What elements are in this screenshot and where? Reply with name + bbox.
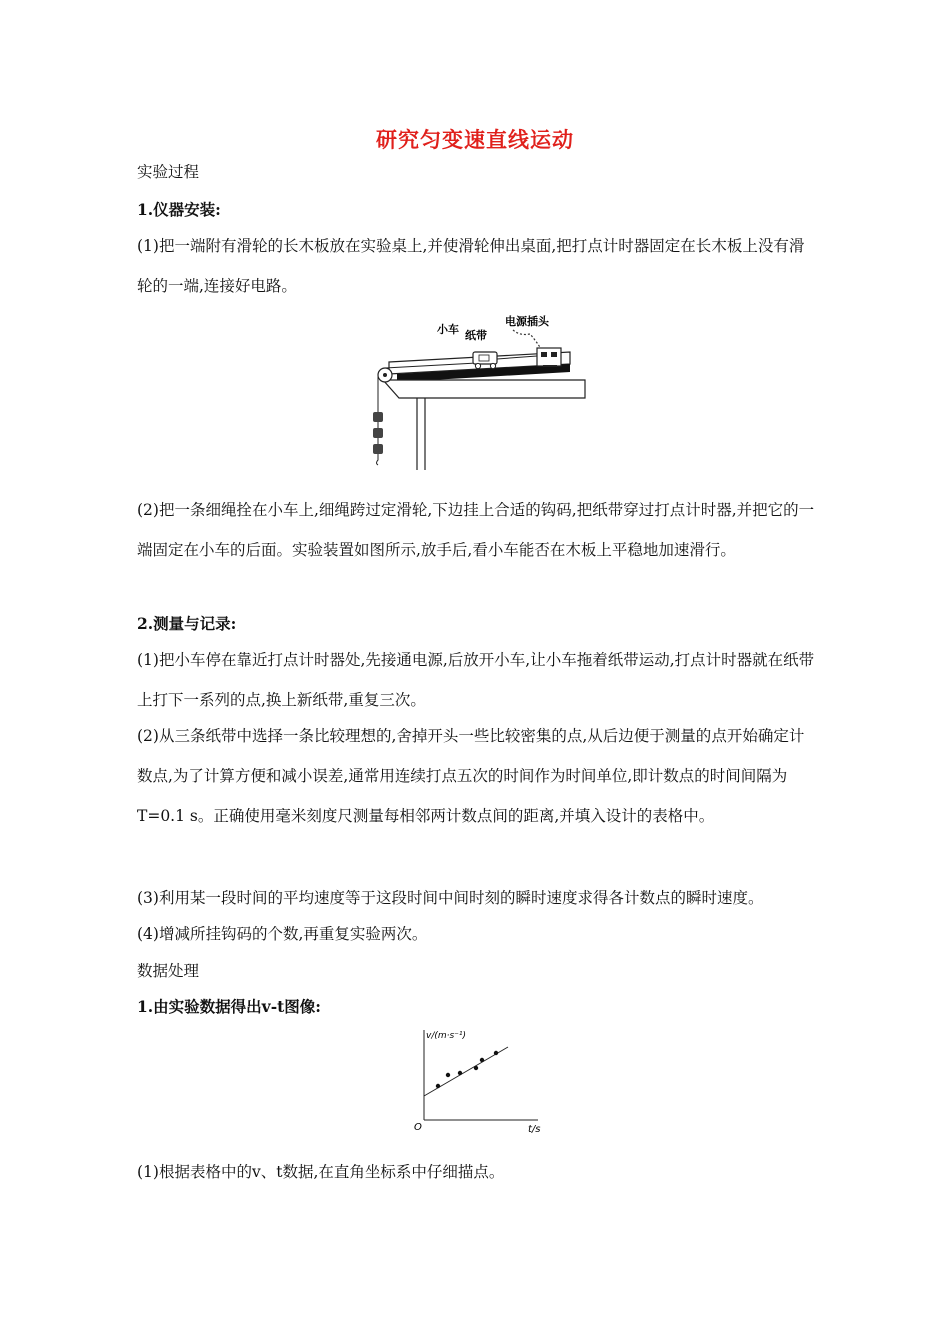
page-title: 研究匀变速直线运动 bbox=[376, 127, 574, 152]
label-car: 小车 bbox=[437, 323, 459, 336]
graph-origin: O bbox=[414, 1122, 422, 1133]
section-data-processing: 数据处理 bbox=[137, 962, 200, 980]
label-plug: 电源插头 bbox=[505, 315, 549, 328]
graph-xlabel: t/s bbox=[528, 1124, 541, 1135]
timer-terminal bbox=[551, 352, 557, 357]
data-point bbox=[446, 1073, 450, 1077]
label-tape: 纸带 bbox=[465, 329, 487, 342]
timer-body bbox=[537, 348, 561, 366]
data-point bbox=[458, 1071, 462, 1075]
hook-icon bbox=[377, 454, 379, 465]
wheel-icon bbox=[475, 363, 480, 368]
weight-icon bbox=[373, 412, 383, 422]
apparatus-figure bbox=[365, 312, 590, 474]
measure-heading: 2.测量与记录: bbox=[137, 614, 237, 633]
timer-terminal bbox=[541, 352, 547, 357]
install-step-1: (1)把一端附有滑轮的长木板放在实验桌上,并使滑轮伸出桌面,把打点计时器固定在长木板上没有滑轮的一端,连接好电路。 bbox=[137, 237, 805, 295]
install-step-2: (2)把一条细绳拴在小车上,细绳跨过定滑轮,下边挂上合适的钩码,把纸带穿过打点计时器,并把它的一端固定在小车的后面。实验装置如图所示,放手后,看小车能否在木板上平稳地加速滑行。 bbox=[137, 501, 815, 559]
weight-icon bbox=[373, 444, 383, 454]
measure-step-2: (2)从三条纸带中选择一条比较理想的,舍掉开头一些比较密集的点,从后边便于测量的点开始确定计数点,为了计算方便和减小误差,通常用连续打点五次的时间作为时间单位,即计数点的时间间隔为T=0.1 s。正确使用毫米刻度尺测量每相邻两计数点间的距离,并填入设计的表格中。 bbox=[137, 727, 805, 825]
measure-step-1: (1)把小车停在靠近打点计时器处,先接通电源,后放开小车,让小车拖着纸带运动,打点计时器就在纸带上打下一系列的点,换上新纸带,重复三次。 bbox=[137, 651, 815, 709]
vt-graph bbox=[410, 1024, 550, 1136]
measure-step-3: (3)利用某一段时间的平均速度等于这段时间中间时刻的瞬时速度求得各计数点的瞬时速度。 bbox=[137, 889, 764, 907]
pulley-axle bbox=[383, 373, 387, 377]
install-heading: 1.仪器安装: bbox=[137, 200, 221, 219]
measure-step-4: (4)增减所挂钩码的个数,再重复实验两次。 bbox=[137, 925, 428, 943]
graph-ylabel: v/(m·s⁻¹) bbox=[426, 1031, 467, 1041]
graph-step-1: (1)根据表格中的v、t数据,在直角坐标系中仔细描点。 bbox=[137, 1163, 505, 1181]
data-point bbox=[494, 1051, 498, 1055]
data-point bbox=[474, 1066, 478, 1070]
data-point bbox=[480, 1058, 484, 1062]
section-process: 实验过程 bbox=[137, 163, 200, 181]
cart-window bbox=[479, 355, 489, 361]
graph-heading: 1.由实验数据得出v-t图像: bbox=[137, 997, 322, 1016]
wheel-icon bbox=[490, 363, 495, 368]
table-top bbox=[383, 380, 585, 398]
data-point bbox=[436, 1084, 440, 1088]
weight-icon bbox=[373, 428, 383, 438]
